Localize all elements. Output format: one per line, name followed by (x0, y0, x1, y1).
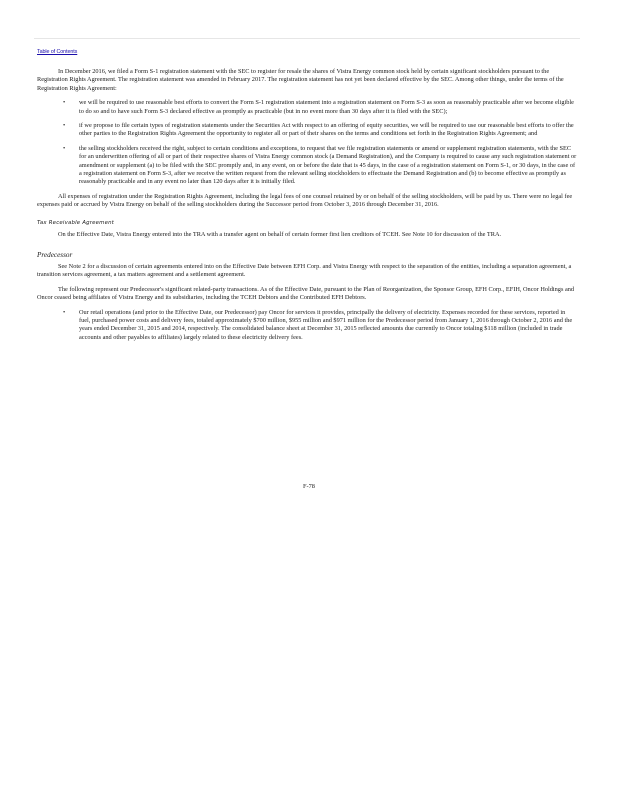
document-body (37, 68, 577, 348)
list-item (37, 99, 577, 116)
bullet-icon: • (63, 99, 66, 107)
list-item-text: we will be required to use reasonable best efforts to convert the Form S-1 registration statement into a registration statement on Form S-3 as soon as reasonably practicable after we become eligible to do so and to have such Form S-3 declared effective as promptly as practicable (but in no event more than 30 days after it is filed with the SEC); (79, 99, 574, 115)
bullet-icon: • (63, 308, 66, 316)
paragraph-registration-expenses: All expenses of registration under the Registration Rights Agreement, including the legal fees of one counsel retained by or on behalf of the selling stockholders, will be paid by us. There were no legal fee expenses paid or accrued by Vistra Energy on behalf of the selling stockholders during the Successor period from October 3, 2016 through December 31, 2016. (37, 192, 573, 209)
list-item-text: Our retail operations (and prior to the Effective Date, our Predecessor) pay Oncor for services it provides, principally the delivery of electricity. Expenses recorded for these services, reported in fuel, purchased power costs and delivery fees, totaled approximately $700 million, $955 million and $971 million for the Predecessor period from January 1, 2016 through October 2, 2016 and the years ended December 31, 2015 and 2014, respectively. The consolidated balance sheet at December 31, 2015 reflected amounts due currently to Oncor totaling $118 million (included in trade accounts and other payables to affiliates) largely related to these electricity delivery fees. (79, 308, 573, 341)
paragraph-note-2: See Note 2 for a discussion of certain agreements entered into on the Effective Date between EFH Corp. and Vistra Energy with respect to the separation of the entities, including a separation agreement, a transition services agreement, a tax matters agreement and a settlement agreement. (37, 262, 572, 279)
paragraph-related-party: The following represent our Predecessor's significant related-party transactions. As of the Effective Date, pursuant to the Plan of Reorganization, the Sponsor Group, EFH Corp., EFIH, Oncor Holdings and Oncor ceased being affiliates of Vistra Energy and its subsidiaries, including the TCEH Debtors and the Contributed EFH Debtors. (37, 285, 575, 302)
page-number: F-78 (303, 483, 315, 490)
list-item-text: if we propose to file certain types of registration statements under the Securities Act with respect to an offering of equity securities, we will be required to use our reasonable best efforts to offer the other parties to the Registration Rights Agreement the opportunity to register all or part of their shares on the terms and conditions set forth in the Registration Rights Agreement; and (79, 122, 574, 138)
heading-tax-receivable-agreement: Tax Receivable Agreement (37, 219, 115, 226)
bullet-icon: • (63, 144, 66, 152)
paragraph-registration-statement: In December 2016, we filed a Form S-1 registration statement with the SEC to register for resale the shares of Vistra Energy common stock held by certain significant stockholders pursuant to the Registration Rights Agreement. The registration statement was amended in February 2017. The registration statement has not yet been declared effective by the SEC. Among other things, under the terms of the Registration Rights Agreement: (37, 68, 564, 92)
heading-predecessor: Predecessor (37, 250, 73, 259)
top-divider (34, 38, 580, 39)
list-item (37, 309, 577, 343)
registration-rights-list (37, 99, 577, 187)
bullet-icon: • (63, 122, 66, 130)
table-of-contents-link[interactable]: Table of Contents (37, 49, 78, 55)
list-item-text: the selling stockholders received the right, subject to certain conditions and exceptions, to request that we file registration statements or amend or supplement registration statements, with the SEC for an underwritten offering of all or part of their respective shares of Vistra Energy common stock (a Demand Registration), and the Company is required to cause any such registration statement or amendment or supplement (a) to be filed with the SEC promptly and, in any event, on or before the date that is 45 days, in the case of a registration statement on Form S-1, or 30 days, in the case of a registration statement on Form S-3, after we receive the written request from the relevant selling stockholders to effectuate the Demand Registration and (b) to become effective as promptly as reasonably practicable and in any event no later than 120 days after it is initially filed. (79, 144, 577, 186)
paragraph-tra: On the Effective Date, Vistra Energy entered into the TRA with a transfer agent on behalf of certain former first lien creditors of TCEH. See Note 10 for discussion of the TRA. (58, 231, 502, 239)
list-item (37, 122, 577, 139)
list-item (37, 145, 577, 187)
related-party-list (37, 309, 577, 343)
